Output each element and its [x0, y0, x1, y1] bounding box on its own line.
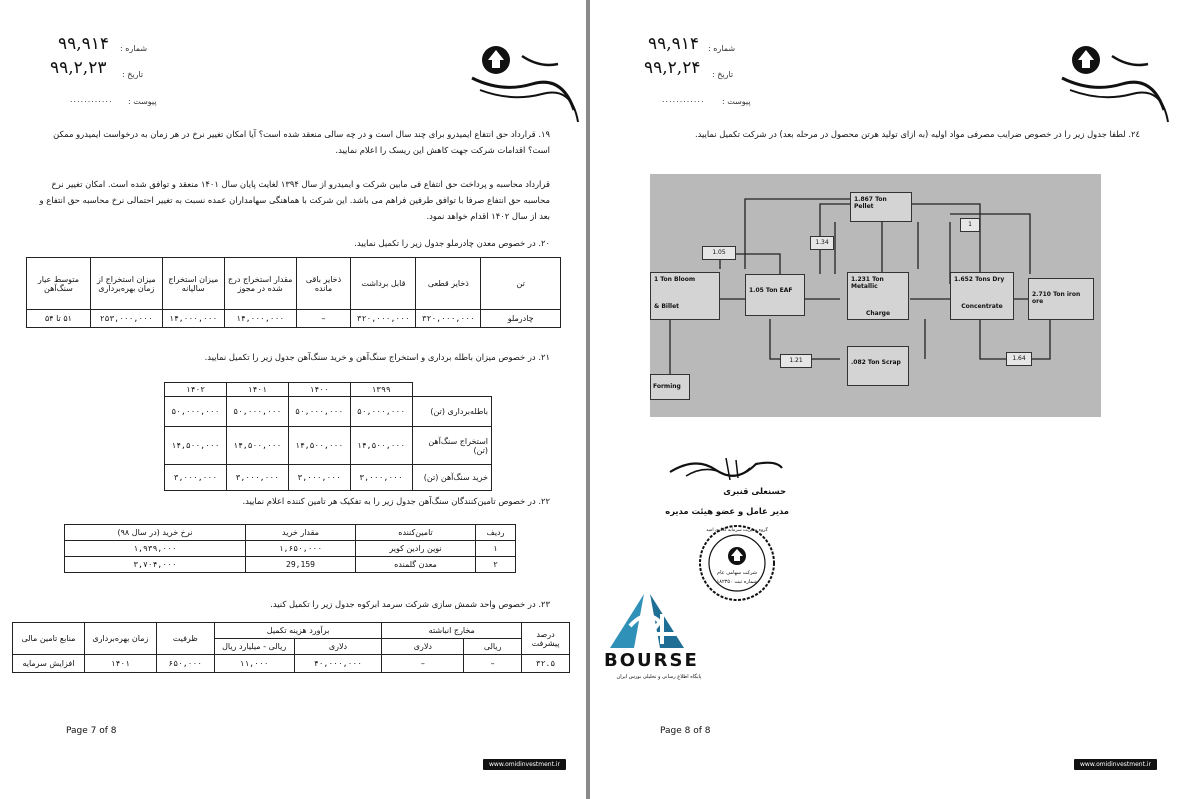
coef-label: 1.21 — [780, 354, 812, 368]
answer-19: قرارداد محاسبه و پرداخت حق انتفاع فی مابین شرکت و ایمیدرو از سال ۱۳۹۴ لغایت پایان سال ۱۴۰۱ منعقد و توافق شده است. امکان تغییر نرخ محاسبه حق انتفاع صرفا با توافق طرفین فراهم می باشد. این شرکت با هماهنگی سهامداران عمده نسبت به تغییر احتمالی نرخ محاسبه حق انتفاع و بعد از سال ۱۴۰۲ اقدام خواهد نمود. — [39, 179, 550, 221]
table-header: میزان استخراج سالیانه — [162, 258, 224, 310]
question-20: ٢٠. در خصوص معدن چادرملو جدول زیر را تکمیل نمایید. — [354, 238, 550, 248]
letter-date-value: ۹۹,۲,۲۴ — [644, 58, 701, 78]
question-19: ١٩. قرارداد حق انتفاع ایمیدرو برای چند سال است و در چه سالی منعقد شده است؟ آیا امکان تغییر نرخ در هر زمان به درخواست ایمیدرو ممکن است؟ اقدامات شرکت جهت کاهش این ریسک را اعلام نمایید. — [53, 129, 550, 155]
stamp-ring-text: گروه مدیریت سرمایه گذاری امید — [706, 528, 768, 533]
stamp-registration: شماره ثبت ۱۸۲۳۵۰ — [716, 579, 758, 585]
table-cell: ۱۴۰۱ — [84, 655, 156, 673]
signature-image — [666, 450, 786, 486]
table-header: قابل برداشت — [351, 258, 416, 310]
website-badge: www.omidinvestment.ir — [483, 759, 566, 770]
letter-date-label: تاریخ : — [122, 70, 144, 79]
letter-number-label: شماره : — [120, 44, 148, 53]
suppliers-table — [64, 524, 516, 573]
table-cell: ۱,۹۳۹,۰۰۰ — [65, 541, 246, 557]
table-header: ردیف — [476, 525, 516, 541]
row-label: باطله‌برداری (تن) — [412, 397, 491, 427]
table-cell: ۱۴,۵۰۰,۰۰۰ — [288, 427, 350, 465]
bloom-box — [650, 272, 720, 320]
table-subheader: دلاری — [294, 639, 382, 655]
document-page-7 — [0, 0, 586, 799]
coef-label: 1.64 — [1006, 352, 1032, 366]
question-24: ٢٤. لطفا جدول زیر را در خصوص ضرایب مصرفی مواد اولیه (به ازای تولید هرتن محصول در مرحله بعد) در شرکت تکمیل نمایید. — [694, 129, 1140, 139]
table-cell: چادرملو — [481, 310, 561, 328]
table-cell: ۱,۶۵۰,۰۰۰ — [246, 541, 356, 557]
table-cell: ۵۰,۰۰۰,۰۰۰ — [288, 397, 350, 427]
table-cell: ۱۴,۵۰۰,۰۰۰ — [226, 427, 288, 465]
table-header: زمان بهره‌برداری — [84, 623, 156, 655]
table-subheader: ریالی - میلیارد ریال — [214, 639, 294, 655]
table-header: ذخایر باقی مانده — [296, 258, 351, 310]
table-cell: – — [382, 655, 464, 673]
signatory-name: حسنعلی قنبری — [723, 486, 786, 496]
coef-label: 1.34 — [810, 236, 834, 250]
dry-concentrate-box — [950, 272, 1014, 320]
letter-date-value: ۹۹,۲,۲۳ — [50, 58, 107, 78]
table-header: ۱۳۹۹ — [350, 383, 412, 397]
table-cell: ۵۱ تا ۵۴ — [27, 310, 91, 328]
table-cell: ۳,۰۰۰,۰۰۰ — [288, 465, 350, 491]
table-cell: ۱ — [476, 541, 516, 557]
bourse-subtitle: پایگاه اطلاع رسانی و تحلیلی بورس ایران — [616, 674, 702, 680]
table-cell: ۱۴,۰۰۰,۰۰۰ — [224, 310, 296, 328]
question-21: ٢١. در خصوص میزان باطله برداری و استخراج سنگ‌آهن و خرید سنگ‌آهن جدول زیر را تکمیل نمایید. — [204, 352, 550, 362]
table-cell: 29,159 — [246, 557, 356, 573]
table-header: ۱۴۰۰ — [288, 383, 350, 397]
table-cell: ۲ — [476, 557, 516, 573]
table-cell: ۳۲۰,۰۰۰,۰۰۰ — [351, 310, 416, 328]
row-label: استخراج سنگ‌آهن (تن) — [412, 427, 491, 465]
table-cell: ۵۰,۰۰۰,۰۰۰ — [350, 397, 412, 427]
bourse-watermark — [600, 590, 718, 690]
table-cell: ۴۰,۰۰۰,۰۰۰ — [294, 655, 382, 673]
table-cell: ۱۴,۵۰۰,۰۰۰ — [165, 427, 227, 465]
letter-date-label: تاریخ : — [712, 70, 734, 79]
table-cell: ۳,۷۰۴,۰۰۰ — [65, 557, 246, 573]
table-header: نرخ خرید (در سال ۹۸) — [65, 525, 246, 541]
table-header: تامین‌کننده — [356, 525, 476, 541]
question-23: ٢٣. در خصوص واحد شمش سازی شرکت سرمد ابرکوه جدول زیر را تکمیل کنید. — [270, 599, 550, 609]
table-cell: ۵۰,۰۰۰,۰۰۰ — [165, 397, 227, 427]
chadormalu-table — [26, 257, 561, 328]
table-cell: ۳,۰۰۰,۰۰۰ — [350, 465, 412, 491]
table-header: مقدار خرید — [246, 525, 356, 541]
forming-label: Forming — [653, 383, 681, 390]
eaf-box — [745, 274, 805, 316]
table-header: تن — [481, 258, 561, 310]
charge-label: Charge — [865, 310, 891, 317]
raw-material-flow-diagram — [650, 174, 1101, 417]
coef-label: 1 — [960, 218, 980, 232]
question-22: ٢٢. در خصوص تامین‌کنندگان سنگ‌آهن جدول زیر را به تفکیک هر تامین کننده اعلام نمایید. — [242, 496, 550, 506]
row-label: خرید سنگ‌آهن (تن) — [412, 465, 491, 491]
table-subheader: دلاری — [382, 639, 464, 655]
table-cell: ۳,۰۰۰,۰۰۰ — [226, 465, 288, 491]
table-cell: – — [296, 310, 351, 328]
table-cell: ۱۴,۰۰۰,۰۰۰ — [162, 310, 224, 328]
letter-number-value: ۹۹,۹۱۴ — [58, 34, 110, 54]
table-header: برآورد هزینه تکمیل — [214, 623, 382, 639]
metallic-charge-box — [847, 272, 909, 320]
table-header: مقدار استخراج درج شده در مجوز — [224, 258, 296, 310]
letter-number-value: ۹۹,۹۱۴ — [648, 34, 700, 54]
eaf-label: 1.05 Ton EAF — [749, 287, 793, 294]
table-cell: معدن گلمنده — [356, 557, 476, 573]
iron-ore-box — [1028, 278, 1094, 320]
website-badge: www.omidinvestment.ir — [1074, 759, 1157, 770]
table-header: مخارج انباشته — [382, 623, 522, 639]
attachment-dots: ............ — [70, 95, 113, 104]
letter-attachment-label: پیوست : — [722, 97, 751, 106]
page-number: Page 7 of 8 — [66, 726, 117, 736]
table-cell: ۵۰,۰۰۰,۰۰۰ — [226, 397, 288, 427]
dry-label: 1.652 Tons Dry — [954, 276, 1005, 283]
table-header: ۱۴۰۱ — [226, 383, 288, 397]
scrap-label: .082 Ton Scrap — [851, 359, 901, 366]
table-cell: ۱۴,۵۰۰,۰۰۰ — [350, 427, 412, 465]
stamp-inner-text: شرکت سهامی عام — [717, 570, 757, 576]
table-cell: افزایش سرمایه — [13, 655, 85, 673]
table-header: منابع تامین مالی — [13, 623, 85, 655]
page-number: Page 8 of 8 — [660, 726, 711, 736]
attachment-dots: ............ — [662, 95, 705, 104]
billet-label: & Billet — [654, 303, 680, 310]
pellet-label: 1.867 Ton Pellet — [854, 196, 887, 210]
table-header: درصد پیشرفت — [522, 623, 570, 655]
ingot-unit-table — [12, 622, 570, 673]
company-logo — [1052, 38, 1172, 128]
pellet-box — [850, 192, 912, 222]
table-header: میزان استخراج از زمان بهره‌برداری — [90, 258, 162, 310]
concentrate-label: Concentrate — [961, 303, 1003, 310]
letter-attachment-label: پیوست : — [128, 97, 157, 106]
metallic-label: 1.231 Ton Metallic — [851, 276, 884, 290]
coef-label: 1.05 — [702, 246, 736, 260]
letter-number-label: شماره : — [708, 44, 736, 53]
table-header: متوسط عیار سنگ‌آهن — [27, 258, 91, 310]
bloom-label: 1 Ton Bloom — [654, 276, 696, 283]
table-cell: ۳۲.۵ — [522, 655, 570, 673]
document-page-8 — [590, 0, 1181, 799]
forming-box — [650, 374, 690, 400]
table-header: ذخایر قطعی — [416, 258, 481, 310]
scrap-box — [847, 346, 909, 386]
table-cell: ۲۵۳,۰۰۰,۰۰۰ — [90, 310, 162, 328]
table-cell: ۳۲۰,۰۰۰,۰۰۰ — [416, 310, 481, 328]
iron-ore-label: 2.710 Ton iron ore — [1032, 291, 1081, 305]
table-cell: ۳,۰۰۰,۰۰۰ — [165, 465, 227, 491]
bourse-wordmark: BOURSE — [604, 650, 699, 671]
signatory-title: مدیر عامل و عضو هیئت مدیره — [665, 506, 789, 516]
table-cell: ۶۵۰,۰۰۰ — [156, 655, 214, 673]
company-logo — [462, 38, 582, 128]
table-header: ظرفیت — [156, 623, 214, 655]
extraction-table — [164, 382, 492, 491]
table-cell: – — [464, 655, 522, 673]
table-cell: ۱۱,۰۰۰ — [214, 655, 294, 673]
table-header: ۱۴۰۲ — [165, 383, 227, 397]
table-subheader: ریالی — [464, 639, 522, 655]
table-cell: نوین رادین کویر — [356, 541, 476, 557]
